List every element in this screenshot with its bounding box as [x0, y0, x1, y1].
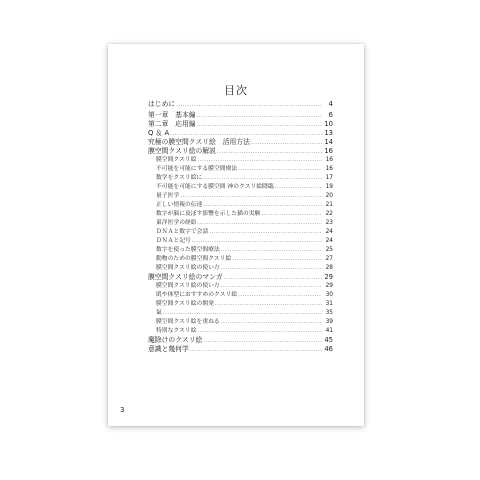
toc-leader-dots: [238, 291, 322, 300]
toc-entry-page: 31: [325, 301, 333, 307]
toc-entry-title: 数学をクスリ絵に: [156, 175, 203, 181]
toc-entry-page: 10: [324, 120, 333, 128]
toc-entry-title: 第一章 基本編: [148, 111, 196, 119]
toc-entry-title: はじめに: [148, 100, 176, 108]
toc-leader-dots: [197, 112, 322, 121]
toc-entry-page: 17: [325, 175, 333, 181]
toc-leader-dots: [251, 139, 322, 148]
toc-entry-title: 意識と幾何学: [148, 345, 189, 353]
toc-entry-page: 21: [325, 202, 333, 208]
toc-subentry: [148, 264, 333, 273]
toc-leader-dots: [275, 183, 322, 192]
toc-entry-title: 究極の膜空間クスリ絵 活用方法: [148, 138, 250, 146]
toc-leader-dots: [209, 228, 322, 237]
toc-entry-title: 膜空間クスリ絵のマンガ: [148, 273, 223, 281]
toc-leader-dots: [221, 282, 322, 291]
toc-entry: [148, 129, 333, 138]
toc-entry-title: 不可能を可能にする膜空間療法: [156, 166, 238, 172]
toc-leader-dots: [180, 192, 322, 201]
toc-subentry: [148, 318, 333, 327]
toc-entry-title: 膜空間クスリ絵の開発: [156, 301, 214, 307]
toc-entry-page: 35: [325, 310, 333, 316]
toc-leader-dots: [203, 174, 322, 183]
toc-leader-dots: [203, 337, 322, 346]
toc-entry-title: 魔除けのクスリ絵: [148, 336, 203, 344]
toc-entry-title: Q ＆ A: [148, 129, 170, 137]
toc-subentry: [148, 201, 333, 210]
toc-leader-dots: [198, 156, 322, 165]
toc-leader-dots: [215, 300, 322, 309]
toc-subentry: [148, 255, 333, 264]
toc-entry-page: 45: [324, 336, 333, 344]
toc-leader-dots: [221, 246, 322, 255]
toc-leader-dots: [198, 327, 322, 336]
toc-entry-title: 第二章 応用編: [148, 120, 196, 128]
toc-entry-title: 量子医学: [156, 193, 180, 199]
toc-entry: [148, 273, 333, 282]
toc-subentry: [148, 192, 333, 201]
toc-entry-page: 29: [325, 283, 333, 289]
toc-leader-dots: [221, 318, 322, 327]
toc-entry-page: 24: [325, 238, 333, 244]
toc-leader-dots: [203, 201, 322, 210]
toc-entry-title: 膜空間クスリ絵: [156, 157, 197, 163]
table-of-contents: [148, 100, 333, 354]
toc-leader-dots: [190, 346, 322, 355]
toc-entry-page: 16: [324, 147, 333, 155]
toc-entry-title: 動物のための膜空間クスリ絵: [156, 256, 232, 262]
toc-subentry: [148, 309, 333, 318]
toc-entry-page: 6: [328, 111, 333, 119]
toc-leader-dots: [197, 121, 322, 130]
toc-entry-title: ＤＮＡと記号: [156, 238, 191, 244]
toc-subentry: [148, 282, 333, 291]
toc-entry: [148, 345, 333, 354]
document-page: [108, 44, 364, 426]
toc-entry-page: 23: [325, 220, 333, 226]
toc-subentry: [148, 300, 333, 309]
toc-subentry: [148, 327, 333, 336]
toc-leader-dots: [232, 255, 322, 264]
toc-entry-title: 数字が脳に及ぼす影響を示した猫の実験: [156, 211, 261, 217]
toc-entry-page: 22: [325, 211, 333, 217]
toc-entry-page: 46: [324, 345, 333, 353]
toc-entry-page: 39: [325, 319, 333, 325]
toc-entry-title: 東洋医学の経絡: [156, 220, 197, 226]
toc-subentry: [148, 219, 333, 228]
toc-subentry: [148, 156, 333, 165]
toc-entry-page: 16: [325, 157, 333, 163]
toc-leader-dots: [261, 210, 322, 219]
toc-subentry: [148, 174, 333, 183]
toc-entry-title: 膜空間クスリ絵を重ねる: [156, 319, 220, 325]
toc-entry-page: 28: [325, 265, 333, 271]
toc-entry-page: 29: [324, 273, 333, 281]
toc-leader-dots: [238, 165, 322, 174]
toc-entry: [148, 147, 333, 156]
toc-leader-dots: [176, 101, 322, 110]
toc-entry-page: 24: [325, 229, 333, 235]
toc-entry: [148, 111, 333, 120]
toc-entry-page: 13: [324, 129, 333, 137]
toc-entry: [148, 120, 333, 129]
toc-subentry: [148, 210, 333, 219]
toc-entry-page: 30: [325, 292, 333, 298]
toc-entry-page: 20: [325, 193, 333, 199]
toc-entry-title: 正しい情報の伝達: [156, 202, 203, 208]
toc-subentry: [148, 237, 333, 246]
toc-entry-title: 肌や体型におすすめのクスリ絵: [156, 292, 238, 298]
toc-leader-dots: [163, 309, 322, 318]
toc-entry: [148, 336, 333, 345]
page-title: 目次: [224, 84, 248, 97]
toc-entry-title: 特別なクスリ絵: [156, 328, 197, 334]
toc-entry-page: 25: [325, 247, 333, 253]
toc-subentry: [148, 246, 333, 255]
toc-entry: [148, 100, 333, 109]
toc-entry: [148, 138, 333, 147]
toc-leader-dots: [192, 237, 322, 246]
toc-entry-title: 膜空間クスリ絵の解説: [148, 147, 216, 155]
page-number: 3: [120, 406, 125, 414]
toc-entry-page: 27: [325, 256, 333, 262]
toc-subentry: [148, 291, 333, 300]
toc-subentry: [148, 165, 333, 174]
toc-entry-title: ＤＮＡと数字で会話: [156, 229, 209, 235]
toc-entry-page: 41: [325, 328, 333, 334]
toc-subentry: [148, 228, 333, 237]
toc-subentry: [148, 183, 333, 192]
toc-entry-title: 氣: [156, 310, 162, 316]
toc-leader-dots: [198, 219, 322, 228]
toc-entry-title: 数字を使った膜空間療法: [156, 247, 220, 253]
toc-leader-dots: [221, 264, 322, 273]
toc-entry-title: 不可能を可能にする膜空間 神のクスリ絵降臨: [156, 184, 274, 190]
toc-entry-page: 16: [325, 166, 333, 172]
toc-entry-title: 膜空間クスリ絵の使い方: [156, 283, 220, 289]
toc-entry-page: 14: [324, 138, 333, 146]
toc-entry-page: 19: [325, 184, 333, 190]
toc-entry-title: 膜空間クスリ絵の使い方: [156, 265, 220, 271]
toc-entry-page: 4: [328, 100, 333, 108]
